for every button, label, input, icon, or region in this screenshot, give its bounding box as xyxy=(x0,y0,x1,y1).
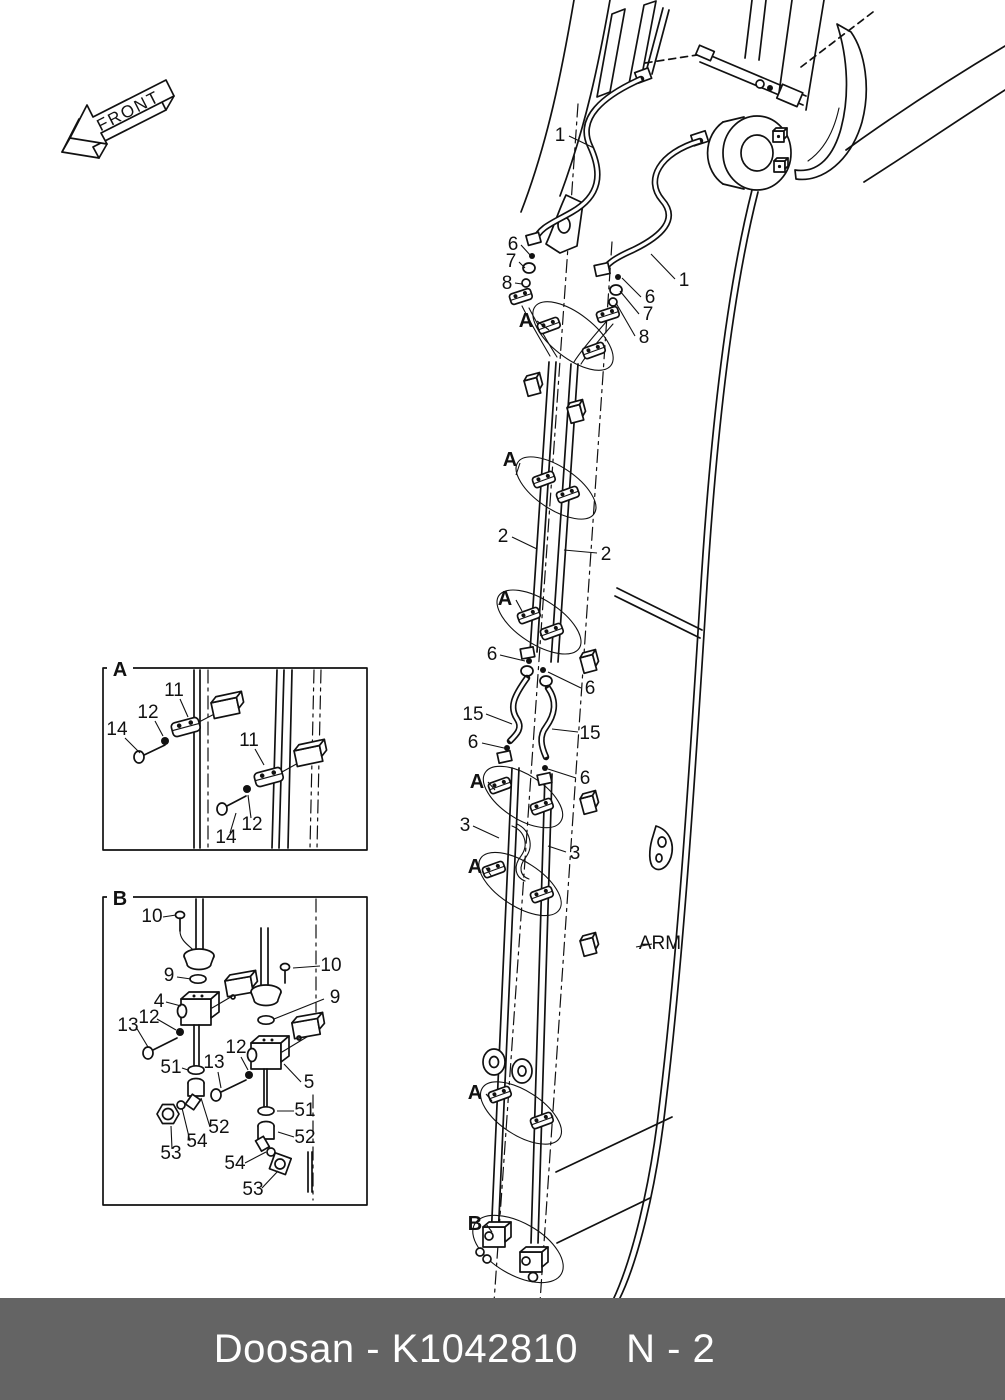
leader-line xyxy=(515,283,522,284)
callout-13: 13 xyxy=(117,1015,139,1036)
leader-line xyxy=(620,291,639,314)
callout-5: 5 xyxy=(303,1072,315,1093)
callout-11: 11 xyxy=(239,730,259,751)
callout-1: 1 xyxy=(554,125,566,146)
callout-1: 1 xyxy=(678,270,690,291)
leader-line xyxy=(125,738,140,753)
leader-line xyxy=(486,714,512,724)
callout-2: 2 xyxy=(600,544,612,565)
callout-3: 3 xyxy=(459,815,471,836)
detail-box-b-title: B xyxy=(112,888,128,910)
leader-line xyxy=(651,254,675,279)
callout-6: 6 xyxy=(507,234,519,255)
leader-line xyxy=(262,1171,278,1188)
callout-52: 52 xyxy=(294,1127,316,1148)
leader-line xyxy=(241,1057,248,1070)
callout-7: 7 xyxy=(642,304,654,325)
callout-A: A xyxy=(467,856,483,878)
callout-10: 10 xyxy=(141,906,163,927)
callout-ARM: ARM xyxy=(638,933,682,954)
leader-line xyxy=(284,1064,301,1082)
callout-2: 2 xyxy=(497,526,509,547)
callout-9: 9 xyxy=(329,987,341,1008)
leader-line xyxy=(521,245,531,256)
callout-6: 6 xyxy=(579,768,591,789)
leader-line xyxy=(155,721,163,736)
callout-6: 6 xyxy=(486,644,498,665)
front-arrow-icon xyxy=(62,80,174,158)
leader-line xyxy=(245,1152,266,1163)
leader-line xyxy=(180,699,188,717)
callout-8: 8 xyxy=(501,273,513,294)
leader-line xyxy=(473,826,499,838)
callout-14: 14 xyxy=(215,827,237,848)
callout-11: 11 xyxy=(164,680,184,701)
callout-6: 6 xyxy=(467,732,479,753)
leader-line xyxy=(548,672,581,688)
callout-12: 12 xyxy=(138,1007,160,1028)
leader-line xyxy=(552,729,578,732)
callout-52: 52 xyxy=(208,1117,230,1138)
leader-line xyxy=(166,1002,181,1006)
callout-14: 14 xyxy=(106,719,128,740)
leader-line xyxy=(293,966,320,968)
callout-53: 53 xyxy=(242,1179,264,1200)
callout-54: 54 xyxy=(186,1131,208,1152)
leader-line xyxy=(157,1019,176,1030)
leader-line xyxy=(548,846,566,852)
callout-54: 54 xyxy=(224,1153,246,1174)
callout-A: A xyxy=(518,310,534,332)
callout-A: A xyxy=(467,1082,483,1104)
callout-15: 15 xyxy=(462,704,484,725)
footer-bar xyxy=(0,1298,1005,1400)
footer-page-number: N - 2 xyxy=(626,1326,716,1371)
callout-15: 15 xyxy=(579,723,601,744)
detail-box-a-title: A xyxy=(112,659,128,681)
callout-12: 12 xyxy=(137,702,159,723)
detail-box-a xyxy=(103,659,367,850)
leader-line xyxy=(163,915,176,917)
callout-A: A xyxy=(497,588,513,610)
leader-line xyxy=(278,1132,294,1137)
callout-8: 8 xyxy=(638,327,650,348)
callout-3: 3 xyxy=(569,843,581,864)
callout-4: 4 xyxy=(153,991,165,1012)
leader-line xyxy=(218,1072,221,1088)
callout-6: 6 xyxy=(584,678,596,699)
leader-line xyxy=(564,550,597,553)
leader-line xyxy=(182,1068,188,1070)
leader-line xyxy=(177,977,191,979)
callout-12: 12 xyxy=(225,1037,247,1058)
callout-9: 9 xyxy=(163,965,175,986)
callout-6: 6 xyxy=(644,287,656,308)
callout-A: A xyxy=(502,449,518,471)
leader-line xyxy=(516,600,522,611)
callout-B: B xyxy=(467,1213,483,1235)
footer-document-code: Doosan - K1042810 xyxy=(213,1326,579,1371)
callout-53: 53 xyxy=(160,1143,182,1164)
callout-13: 13 xyxy=(203,1052,225,1073)
leader-line xyxy=(616,303,635,336)
callout-10: 10 xyxy=(320,955,342,976)
callout-A: A xyxy=(469,771,485,793)
callout-51: 51 xyxy=(294,1100,316,1121)
boom-arm-assembly xyxy=(459,0,1005,1302)
callout-12: 12 xyxy=(241,814,263,835)
callout-51: 51 xyxy=(160,1057,182,1078)
leader-line xyxy=(482,743,504,748)
leader-line xyxy=(255,749,264,765)
leader-line xyxy=(622,278,641,297)
front-arrow-label: FRONT xyxy=(93,87,164,136)
leader-line xyxy=(512,537,537,549)
callout-7: 7 xyxy=(505,251,517,272)
